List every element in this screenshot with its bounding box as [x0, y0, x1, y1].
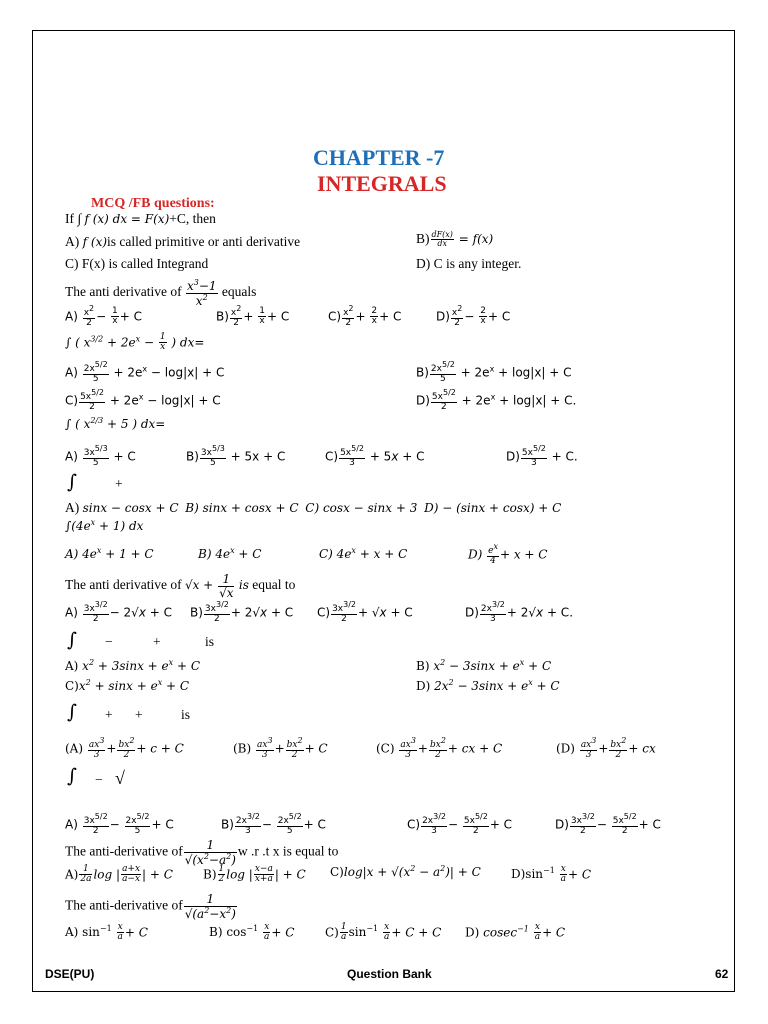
q8-option-a: A) $x^2 + 3\sin x + e^x + C$	[65, 658, 201, 673]
q7-option-c: C) $\frac{3x^{3/2}}{2}$ + √x + C	[317, 600, 413, 625]
q12-option-a: A) $\sin^{-1}$ $\frac{x}{a}$ + C	[65, 922, 148, 943]
q2-option-a: A) $\frac{x^2}{2}$ − $\frac{1}{x}$ + C	[65, 304, 142, 329]
integral-sign: ∫	[67, 701, 77, 723]
question-3: ∫ ( $x^{3/2} + 2e^x$ − $\frac{1}{x}$ ) dx=	[65, 332, 205, 353]
q11-option-d: $D)\sin^{-1}$ $\frac{x}{a}$ + C	[511, 864, 592, 885]
q7-option-a: A) $\frac{3x^{3/2}}{2}$ − 2√x + C	[65, 600, 172, 625]
q2-option-b: B) $\frac{x^2}{2}$ + $\frac{1}{x}$ + C	[216, 304, 290, 329]
chapter-heading: CHAPTER -7	[313, 145, 445, 170]
q6-option-b: B) $4e^x + C$	[198, 546, 262, 561]
q7-option-d: D) $\frac{2x^{3/2}}{3}$ + 2√x + C.	[465, 600, 574, 625]
footer-left: DSE(PU)	[45, 967, 95, 981]
q10-option-b: B) $\frac{2x^{3/2}}{3}$ − $\frac{2x^{5/2}}{5}$ + C	[221, 812, 326, 837]
q12-option-b: B) $\cos^{-1}$ $\frac{x}{a}$ + C	[209, 922, 295, 943]
q2-option-c: C) $\frac{x^2}{2}$ + $\frac{2}{x}$ + C	[328, 304, 402, 329]
integral-sign: ∫	[67, 765, 77, 787]
q4-option-d: D) $\frac{5x^{5/2}}{3}$ + C.	[506, 444, 578, 469]
footer-center: Question Bank	[347, 967, 432, 981]
q8-option-d: D) $2x^2 - 3\sin x + e^x + C$	[416, 678, 560, 693]
q3-option-d: D) $\frac{5x^{5/2}}{2}$ + $2e^x + \log|x| + C$.	[416, 388, 577, 413]
q3-option-b: B) $\frac{2x^{5/2}}{5}$ + $2e^x + \log|x| + C$	[416, 360, 572, 385]
question-10-minus: −	[95, 772, 103, 787]
q4-option-a: A) $\frac{3x^{5/3}}{5}$ + C	[65, 444, 136, 469]
q10-option-a: A) $\frac{3x^{5/2}}{2}$ − $\frac{2x^{5/2}}{5}$ + C	[65, 812, 174, 837]
question-1: If ∫ f (x) dx = F(x)+C, then	[65, 211, 216, 226]
q1-option-c: C) F(x) is called Integrand	[65, 256, 209, 271]
q8-option-c: $C)x^2 + \sin x + e^x + C$	[65, 678, 190, 693]
q9-option-d: (D) $\frac{ax^3}{3}$ + $\frac{bx^2}{2}$ + cx	[556, 736, 656, 761]
q1-option-d: D) C is any integer.	[416, 256, 522, 271]
q11-option-b: B) $\frac{1}{2}$ log | $\frac{x-a}{x+a}$ | + C	[203, 864, 306, 885]
q3-option-c: C) $\frac{5x^{5/2}}{2}$ + $2e^x - \log|x| + C$	[65, 388, 221, 413]
q2-option-d: D) $\frac{x^2}{2}$ − $\frac{2}{x}$ + C	[436, 304, 511, 329]
question-5-plus: +	[115, 476, 123, 491]
section-heading: MCQ /FB questions:	[91, 196, 215, 211]
question-8-is: is	[205, 634, 215, 649]
q9-option-a: (A) $\frac{ax^3}{3}$ + $\frac{bx^2}{2}$ + c + C	[65, 736, 184, 761]
q5-options: A) sinx − cosx + C B) sinx + cosx + C C) cosx − sinx + 3 D) − (sinx + cosx) + C	[65, 500, 562, 515]
q12-option-d: D) cosec$^{-1}$ $\frac{x}{a}$ + C	[465, 922, 566, 943]
question-8-minus: −	[105, 634, 113, 649]
q6-option-a: A) $4e^x + 1 + C$	[65, 546, 154, 561]
q4-option-b: B) $\frac{3x^{5/3}}{5}$ + 5x + C	[186, 444, 286, 469]
q4-option-c: C) $\frac{5x^{5/2}}{3}$ + 5x + C	[325, 444, 425, 469]
q10-option-d: D) $\frac{3x^{3/2}}{2}$ − $\frac{5x^{5/2}}{2}$ + C	[555, 812, 661, 837]
q11-option-c: $C)\log|x + √(x^2 - a^2)| + C$	[330, 864, 481, 879]
question-6: $\int(4e^x + 1)$ dx	[65, 518, 144, 533]
q12-option-c: C) $\frac{1}{a}$ $\sin^{-1}$ $\frac{x}{a}$ + C + C	[325, 922, 442, 943]
q11-option-a: A) $\frac{1}{2a}$ log | $\frac{a+x}{a-x}$ | + C	[65, 864, 173, 885]
integral-sign: ∫	[67, 471, 77, 493]
q10-option-c: C) $\frac{2x^{3/2}}{3}$ − $\frac{5x^{5/2}}{2}$ + C	[407, 812, 513, 837]
q9-option-c: (C) $\frac{ax^3}{3}$ + $\frac{bx^2}{2}$ + cx + C	[376, 736, 503, 761]
question-4: ∫ ( $x^{2/3} + 5$ ) dx=	[65, 416, 166, 431]
q7-option-b: B) $\frac{3x^{3/2}}{2}$ + 2√x + C	[190, 600, 294, 625]
question-7: The anti derivative of √x + $\frac{1}{√x}$ is equal to	[65, 572, 296, 600]
question-9-is: is	[181, 707, 191, 722]
question-11: The anti-derivative of $\frac{1}{√(x^2-a^2)}$ w .r .t x is equal to	[65, 838, 339, 867]
page-number: 62	[715, 967, 729, 981]
question-2: The anti derivative of $\frac{x^3-1}{x^2}$ equals	[65, 278, 257, 308]
question-8-plus: +	[153, 634, 161, 649]
page-frame	[32, 30, 735, 992]
q9-option-b: (B) $\frac{ax^3}{3}$ + $\frac{bx^2}{2}$ + C	[233, 736, 328, 761]
question-10-root: √	[115, 768, 125, 788]
question-9-plus2: +	[135, 707, 143, 722]
q6-option-c: C) $4e^x + x + C$	[319, 546, 408, 561]
q1-option-a: A) f (x)is called primitive or anti derivative	[65, 234, 301, 249]
integral-sign: ∫	[67, 629, 77, 651]
q8-option-b: B) $x^2 - 3\sin x + e^x + C$	[416, 658, 552, 673]
q1-option-b: B) $\frac{dF(x)}{dx}$ = f(x)	[416, 230, 494, 249]
q6-option-d: D) $\frac{e^x}{4}$ + x + C	[468, 542, 548, 567]
page-title: INTEGRALS	[317, 171, 447, 196]
q3-option-a: A) $\frac{2x^{5/2}}{5}$ + $2e^x - \log|x| + C$	[65, 360, 225, 385]
question-9-plus1: +	[105, 707, 113, 722]
question-12: The anti-derivative of $\frac{1}{√(a^2-x^2)}$	[65, 892, 236, 921]
